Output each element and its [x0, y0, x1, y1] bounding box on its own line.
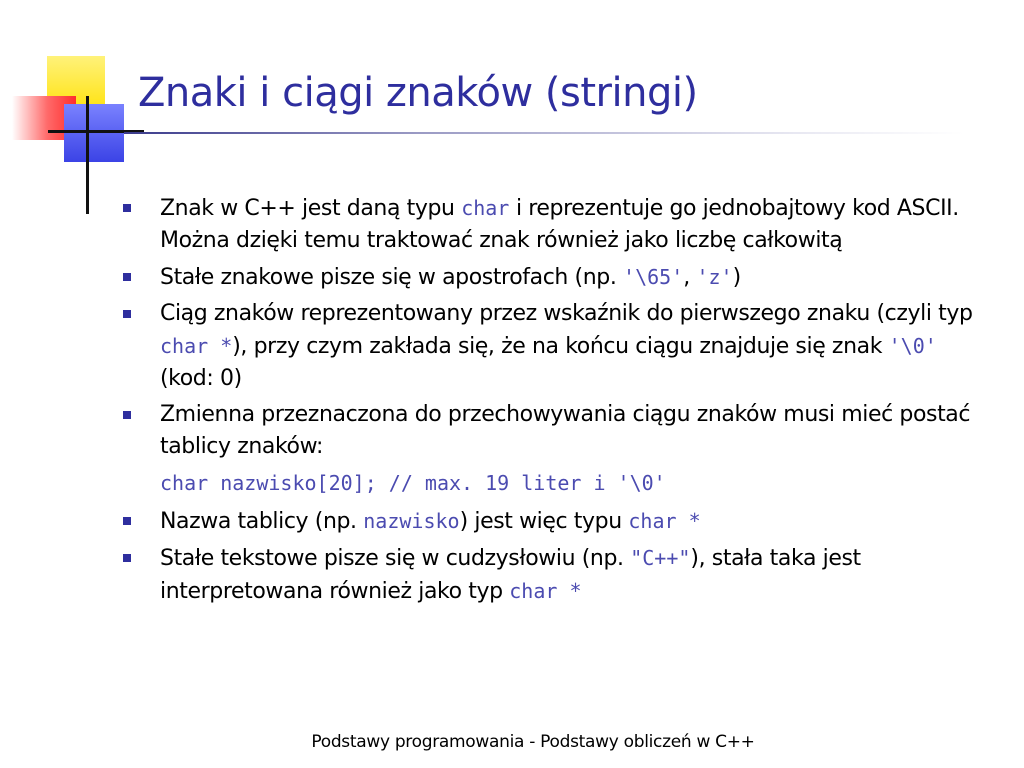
bullet-marker [123, 310, 131, 318]
bullet-marker [123, 204, 131, 212]
title-underline [124, 132, 964, 134]
bullet-text: Zmienna przeznaczona do przechowywania ciągu znaków musi mieć postać tablicy znaków: [160, 402, 971, 459]
bullet-marker [123, 554, 131, 562]
bullet-char-constants [120, 261, 980, 294]
bullet-text: (kod: 0) [160, 366, 242, 391]
bullet-text: Można dzięki temu traktować znak również jako liczbę całkowitą [160, 228, 843, 253]
slide-footer: Podstawy programowania - Podstawy obliczeń w C++ [311, 732, 755, 752]
code-nazwisko: nazwisko [363, 509, 460, 533]
bullet-marker [123, 411, 131, 419]
bullet-text: Nazwa tablicy (np. [160, 509, 364, 534]
bullet-text: ) jest więc typu [459, 509, 629, 534]
bullet-text: ), przy czym zakłada się, że na końcu ciągu znajduje się znak [232, 334, 889, 359]
decor-vertical-line [86, 96, 89, 214]
bullet-list [120, 192, 980, 612]
code-char-pointer: char * [509, 579, 582, 603]
bullet-array-name [120, 505, 980, 538]
code-char-pointer: char * [160, 334, 233, 358]
code-string-literal: "C++" [630, 546, 691, 570]
code-char: char [461, 196, 510, 220]
bullet-char-pointer [120, 298, 980, 395]
slide-title: Znaki i ciągi znaków (stringi) [138, 70, 698, 116]
code-example-line: char nazwisko[20]; // max. 19 liter i '\0' [160, 471, 666, 495]
bullet-text: Ciąg znaków reprezentowany przez wskaźnik do pierwszego znaku (czyli typ [160, 301, 973, 326]
bullet-text: Stałe tekstowe pisze się w cudzysłowiu (np. [160, 546, 631, 571]
code-char-pointer: char * [628, 509, 701, 533]
bullet-text: , [683, 265, 697, 290]
decor-blue-square [64, 104, 124, 162]
bullet-text: Stałe znakowe pisze się w apostrofach (np. [160, 265, 624, 290]
bullet-char-array [120, 399, 980, 463]
bullet-string-constants [120, 542, 980, 608]
bullet-text: i reprezentuje go jednobajtowy kod ASCII. [509, 196, 959, 221]
bullet-text: ), stała taka jest interpretowana również jako typ [160, 546, 861, 604]
bullet-char-type [120, 192, 980, 257]
code-char-literal-z: 'z' [696, 265, 733, 289]
bullet-marker [123, 517, 131, 525]
code-char-literal-65: '\65' [623, 265, 684, 289]
code-null-char: '\0' [888, 334, 937, 358]
bullet-marker [123, 273, 131, 281]
bullet-text: ) [732, 265, 741, 290]
bullet-text: Znak w C++ jest daną typu [160, 196, 462, 221]
